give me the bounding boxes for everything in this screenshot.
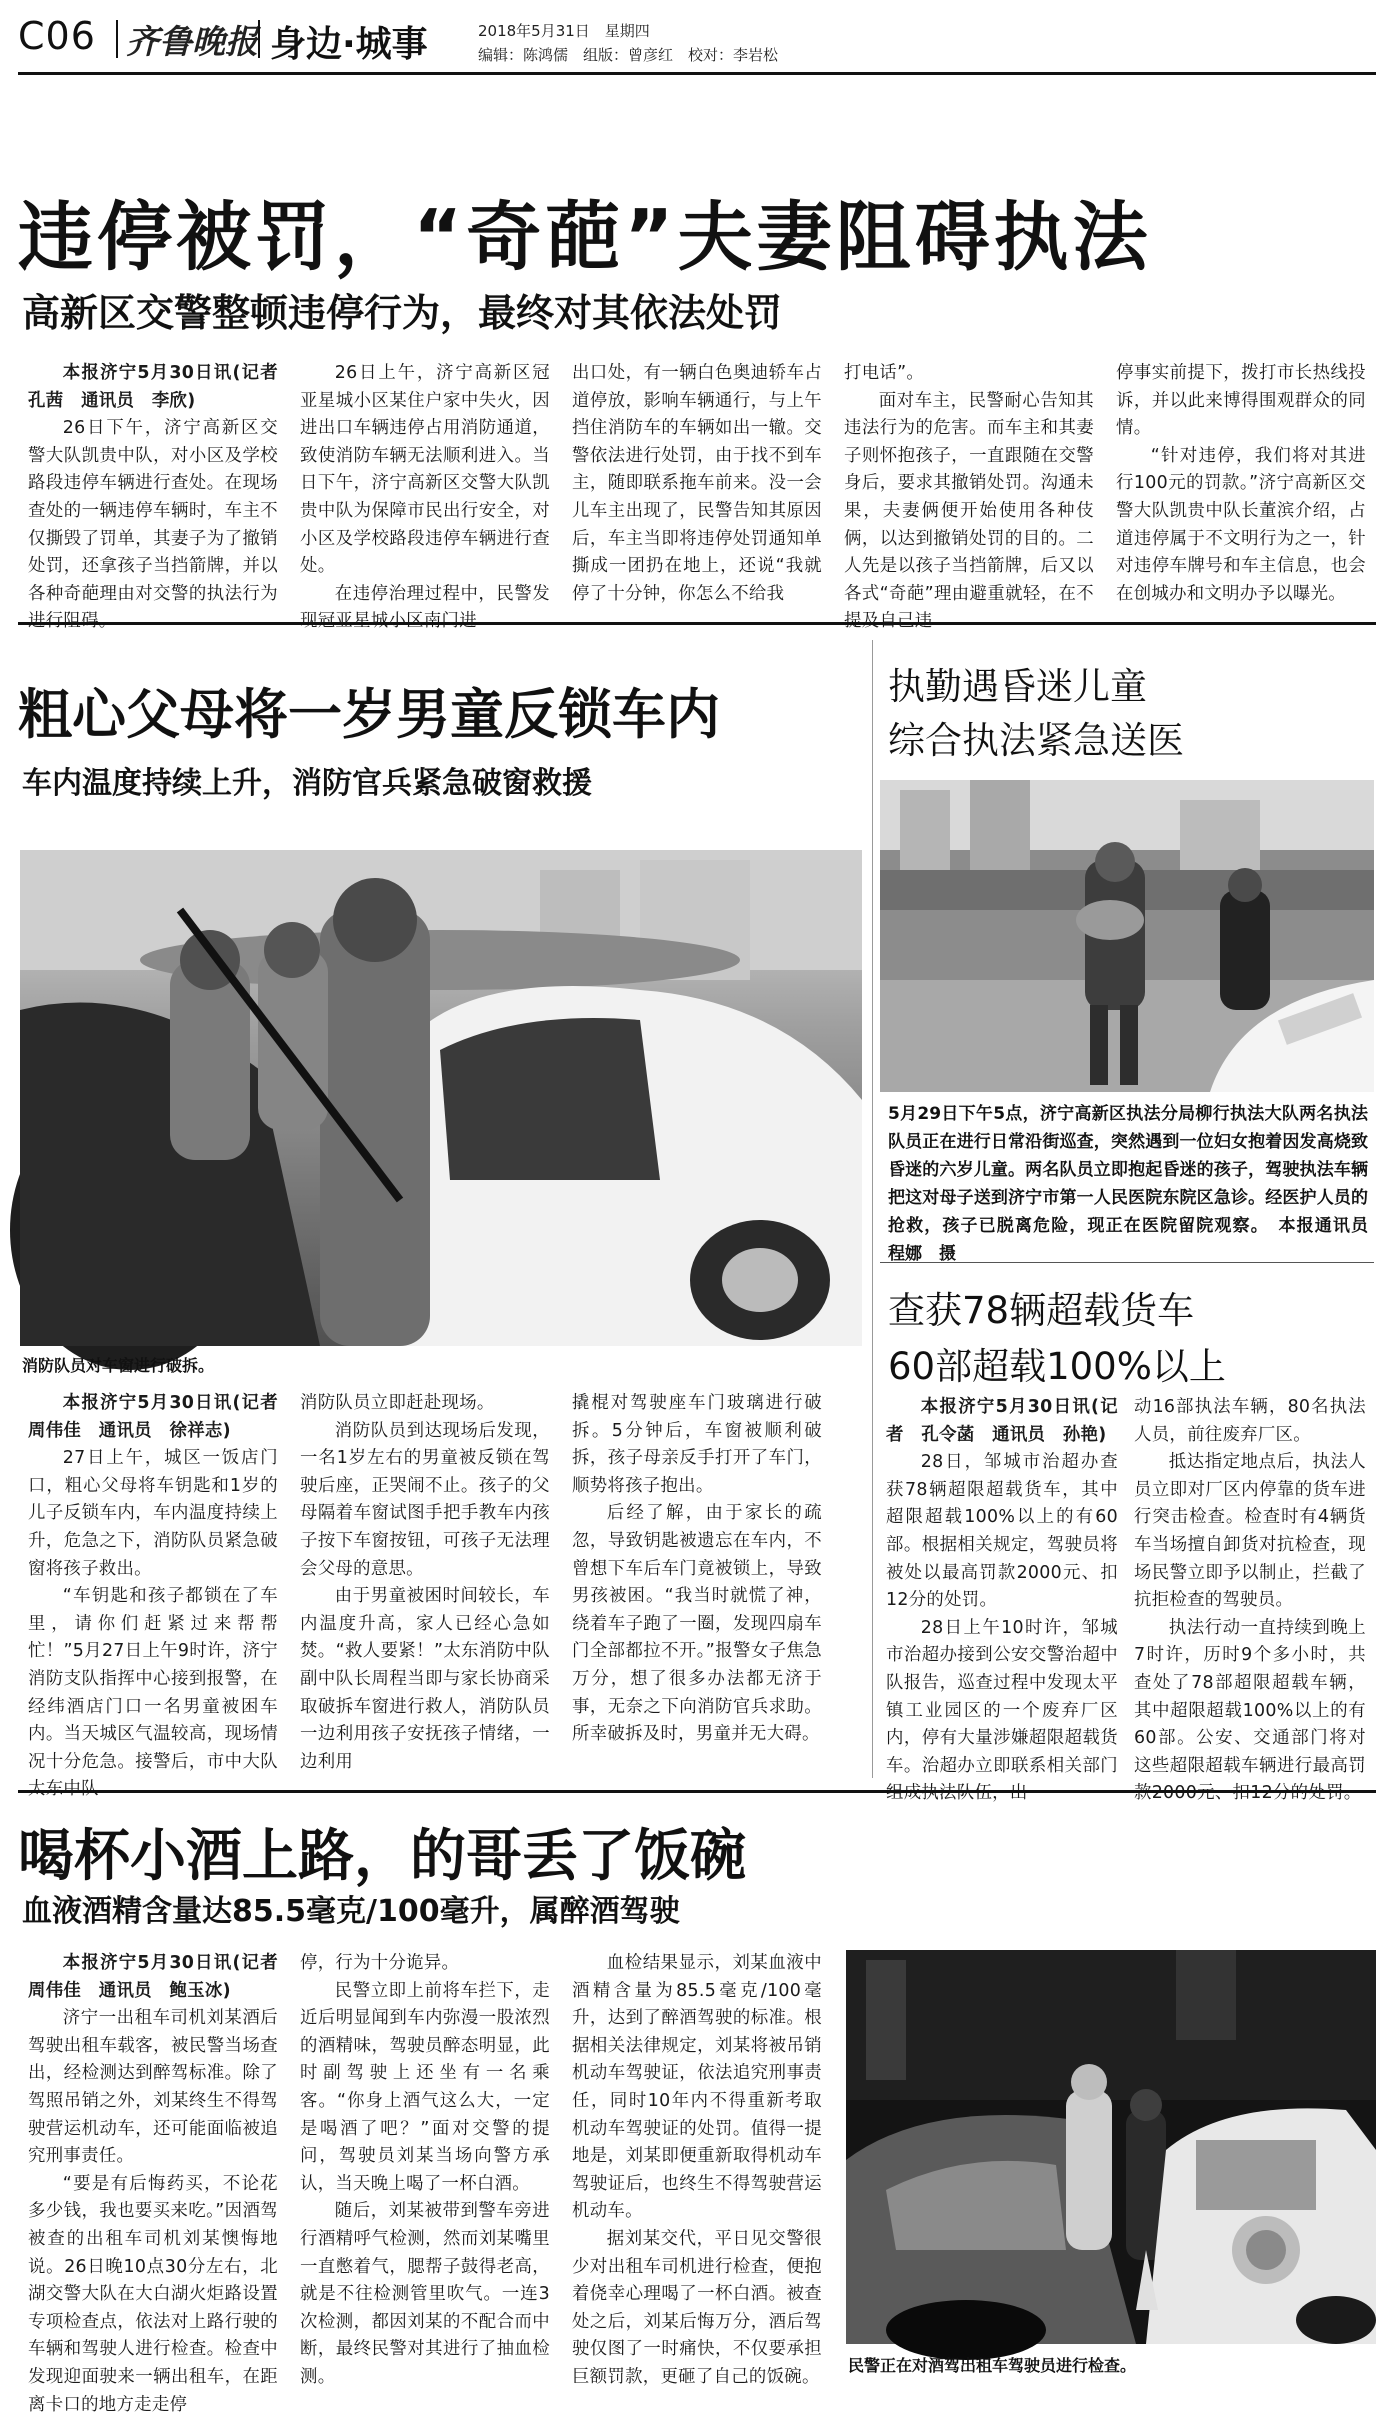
paragraph: 出口处，有一辆白色奥迪轿车占道停放，影响车辆通行，与上午挡住消防车的车辆如出一辙。交警依法进行处罚，由于找不到车主，随即联系拖车前来。没一会儿车主出现了，民警告知其原因后，车主当即将违停处罚通知单撕成一团扔在地上，还说“我就停了十分钟，你怎么不给我 bbox=[572, 363, 822, 604]
headline: 粗心父母将一岁男童反锁车内 bbox=[18, 683, 720, 746]
paragraph: 动16部执法车辆，80名执法人员，前往废弃厂区。 bbox=[1134, 1397, 1366, 1445]
headline: 执勤遇昏迷儿童 bbox=[888, 665, 1147, 708]
article-column bbox=[28, 360, 296, 632]
article-column bbox=[572, 1950, 822, 2387]
article-column bbox=[28, 1390, 296, 1800]
subheadline: 高新区交警整顿违停行为，最终对其依法处罚 bbox=[22, 291, 783, 335]
paragraph: 停，行为十分诡异。 bbox=[300, 1953, 460, 1973]
paragraph: 在违停治理过程中，民警发现冠亚星城小区南门进 bbox=[300, 583, 550, 632]
paragraph: “车钥匙和孩子都锁在了车里，请你们赶紧过来帮帮忙！”5月27日上午9时许，济宁消防支队指挥中心接到报警，在经纬酒店门口一名男童被困车内。当天城区气温较高，现场情况十分危急。接警后，市中大队太东中队 bbox=[28, 1586, 278, 1800]
article-column bbox=[844, 360, 1094, 632]
paragraph: 济宁一出租车司机刘某酒后驾驶出租车载客，被民警当场查出，经检测达到醉驾标准。除了驾照吊销之外，刘某终生不得驾驶营运机动车，还可能面临被追究刑事责任。 bbox=[28, 2008, 278, 2167]
byline: 本报济宁5月30日讯(记者 周伟佳 通讯员 鲍玉冰) bbox=[28, 1953, 296, 2001]
article-column bbox=[28, 1950, 296, 2415]
paragraph: 抵达指定地点后，执法人员立即对厂区内停靠的货车进行突击检查。检查时有4辆货车当场擅自卸货对抗检查，现场民警立即予以制止，拦截了抗拒检查的驾驶员。 bbox=[1134, 1452, 1366, 1611]
section-rule bbox=[18, 1790, 1376, 1793]
paragraph: 消防队员立即赶赴现场。 bbox=[300, 1393, 495, 1413]
police-checkpoint-photo bbox=[846, 1950, 1376, 2344]
headline: 综合执法紧急送医 bbox=[888, 719, 1184, 762]
masthead-divider bbox=[258, 20, 260, 58]
headline: 喝杯小酒上路，的哥丢了饭碗 bbox=[18, 1824, 746, 1889]
editorial-staff: 编辑：陈鸿儒 组版：曾彦红 校对：李岩松 bbox=[478, 46, 779, 64]
article-column bbox=[300, 1950, 550, 2387]
photo-caption: 消防队员对车窗进行破拆。 bbox=[22, 1356, 215, 1375]
masthead bbox=[0, 0, 1394, 70]
drunk-driving-check-image bbox=[846, 1950, 1376, 2344]
article-column bbox=[572, 360, 822, 602]
paragraph: 26日上午，济宁高新区冠亚星城小区某住户家中失火，因进出口车辆违停占用消防通道，致使消防车辆无法顺利进入。当日下午，济宁高新区交警大队凯贵中队为保障市民出行安全，对小区及学校路段违停车辆进行查处。 bbox=[300, 363, 550, 577]
section-rule bbox=[880, 1262, 1374, 1263]
child-rescue-image bbox=[880, 780, 1374, 1092]
photo-caption: 民警正在对酒驾出租车驾驶员进行检查。 bbox=[848, 2356, 1137, 2375]
paragraph: 28日，邹城市治超办查获78辆超限超载货车，其中超限超载100%以上的有60部。根据相关规定，驾驶员将被处以最高罚款2000元、扣12分的处罚。 bbox=[886, 1452, 1118, 1611]
rescue-photo bbox=[880, 780, 1374, 1092]
firefighters-photo bbox=[20, 850, 862, 1346]
paragraph: “针对违停，我们将对其进行100元的罚款。”济宁高新区交警大队凯贵中队长董滨介绍，占道违停属于不文明行为之一，针对违停车牌号和车主信息，也会在创城办和文明办予以曝光。 bbox=[1116, 445, 1366, 604]
headline: 违停被罚，“奇葩”夫妻阻碍执法 bbox=[18, 193, 1152, 281]
subheadline: 血液酒精含量达85.5毫克/100毫升，属醉酒驾驶 bbox=[22, 1894, 680, 1929]
issue-date: 2018年5月31日 星期四 bbox=[478, 22, 650, 40]
paragraph: 后经了解，由于家长的疏忽，导致钥匙被遗忘在车内，不曾想下车后车门竟被锁上，导致男孩被困。“我当时就慌了神，绕着车子跑了一圈，发现四扇车门全部都拉不开。”报警女子焦急万分，想了很多办法都无济于事，无奈之下向消防官兵求助。所幸破拆及时，男童并无大碍。 bbox=[572, 1503, 822, 1745]
column-divider bbox=[872, 640, 873, 1778]
paragraph: 消防队员到达现场后发现，一名1岁左右的男童被反锁在驾驶后座，正哭闹不止。孩子的父母隔着车窗试图手把手教车内孩子按下车窗按钮，可孩子无法理会父母的意思。 bbox=[300, 1420, 550, 1579]
page-number: C06 bbox=[18, 14, 96, 58]
byline: 本报济宁5月30日讯(记者 孔茜 通讯员 李欣) bbox=[28, 363, 296, 411]
paragraph: 27日上午，城区一饭店门口，粗心父母将车钥匙和1岁的儿子反锁车内，车内温度持续上升，危急之下，消防队员紧急破窗将孩子救出。 bbox=[28, 1448, 278, 1579]
byline: 本报济宁5月30日讯(记者 孔令菡 通讯员 孙艳) bbox=[886, 1397, 1118, 1445]
paragraph: 血检结果显示，刘某血液中酒精含量为85.5毫克/100毫升，达到了醉酒驾驶的标准。根据相关法律规定，刘某将被吊销机动车驾驶证，依法追究刑事责任，同时10年内不得重新考取机动车驾驶证的处罚。值得一提地是，刘某即便重新取得机动车驾驶证后，也终生不得驾驶营运机动车。 bbox=[572, 1953, 822, 2222]
paragraph: 面对车主，民警耐心告知其违法行为的危害。而车主和其妻子则怀抱孩子，一直跟随在交警身后，要求其撤销处罚。沟通未果，夫妻俩便开始使用各种伎俩，以达到撤销处罚的目的。二人先是以孩子当挡箭牌，后又以各式“奇葩”理由避重就轻，在不提及自己违 bbox=[844, 390, 1094, 632]
paragraph: 随后，刘某被带到警车旁进行酒精呼气检测，然而刘某嘴里一直憋着气，腮帮子鼓得老高，就是不往检测管里吹气。一连3次检测，都因刘某的不配合而中断，最终民警对其进行了抽血检测。 bbox=[300, 2201, 550, 2387]
headline: 60部超载100%以上 bbox=[888, 1345, 1226, 1388]
paper-logo: 齐鲁晚报 bbox=[126, 22, 258, 61]
section-rule bbox=[18, 622, 1376, 625]
headline: 查获78辆超载货车 bbox=[888, 1289, 1195, 1332]
photo-caption: 5月29日下午5点，济宁高新区执法分局柳行执法大队两名执法队员正在进行日常沿街巡查，突然遇到一位妇女抱着因发高烧致昏迷的六岁儿童。两名队员立即抱起昏迷的孩子，驾驶执法车辆把这对母子送到济宁市第一人民医院东院区急诊。经医护人员的抢救，孩子已脱离危险，现正在医院留院观察。 本报通讯员 程娜 摄 bbox=[888, 1104, 1385, 1264]
paragraph: 26日下午，济宁高新区交警大队凯贵中队，对小区及学校路段违停车辆进行查处。在现场查处的一辆违停车辆时，车主不仅撕毁了罚单，其妻子为了撤销处罚，还拿孩子当挡箭牌，并以各种奇葩理由对交警的执法行为进行阻碍。 bbox=[28, 418, 278, 632]
paragraph: 撬棍对驾驶座车门玻璃进行破拆。5分钟后，车窗被顺利破拆，孩子母亲反手打开了车门，顺势将孩子抱出。 bbox=[572, 1393, 822, 1496]
paragraph: 由于男童被困时间较长，车内温度升高，家人已经心急如焚。“救人要紧！”太东消防中队副中队长周程当即与家长协商采取破拆车窗进行救人，消防队员一边利用孩子安抚孩子情绪，一边利用 bbox=[300, 1586, 550, 1772]
paragraph: 民警立即上前将车拦下，走近后明显闻到车内弥漫一股浓烈的酒精味，驾驶员醉态明显，此时副驾驶上还坐有一名乘客。“你身上酒气这么大，一定是喝酒了吧？”面对交警的提问，驾驶员刘某当场向警方承认，当天晚上喝了一杯白酒。 bbox=[300, 1980, 550, 2194]
article-column bbox=[886, 1394, 1118, 1804]
article-column bbox=[1134, 1394, 1366, 1804]
article-column bbox=[300, 1390, 550, 1778]
paragraph: 打电话”。 bbox=[844, 363, 925, 383]
masthead-rule bbox=[18, 72, 1376, 75]
paragraph: 据刘某交代，平日见交警很少对出租车司机进行检查，便抱着侥幸心理喝了一杯白酒。被查处之后，刘某后悔万分，酒后驾驶仅图了一时痛快，不仅要承担巨额罚款，更砸了自己的饭碗。 bbox=[572, 2228, 822, 2387]
article-column bbox=[1116, 360, 1366, 602]
article-column bbox=[300, 360, 550, 632]
paragraph: “要是有后悔药买，不论花多少钱，我也要买来吃。”因酒驾被查的出租车司机刘某懊悔地说。26日晚10点30分左右，北湖交警大队在大白湖火炬路设置专项检查点，依法对上路行驶的车辆和驾驶人进行检查。检查中发现迎面驶来一辆出租车，在距离卡口的地方走走停 bbox=[28, 2173, 278, 2415]
paragraph: 执法行动一直持续到晚上7时许，历时9个多小时，共查处了78部超限超载车辆，其中超限超载100%以上的有60部。公安、交通部门将对这些超限超载车辆进行最高罚款2000元、扣12分的处罚。 bbox=[1134, 1617, 1366, 1804]
paragraph: 28日上午10时许，邹城市治超办接到公安交警治超中队报告，巡查过程中发现太平镇工业园区的一个废弃厂区内，停有大量涉嫌超限超载货车。治超办立即联系相关部门组成执法队伍，出 bbox=[886, 1617, 1118, 1804]
firefighters-rescue-image bbox=[20, 850, 862, 1346]
subheadline: 车内温度持续上升，消防官兵紧急破窗救援 bbox=[22, 766, 592, 801]
article-column bbox=[572, 1390, 822, 1778]
section-title: 身边·城事 bbox=[270, 24, 428, 65]
byline: 本报济宁5月30日讯(记者 周伟佳 通讯员 徐祥志) bbox=[28, 1393, 296, 1441]
paragraph: 停事实前提下，拨打市长热线投诉，并以此来博得围观群众的同情。 bbox=[1116, 363, 1366, 439]
masthead-divider bbox=[116, 20, 118, 58]
